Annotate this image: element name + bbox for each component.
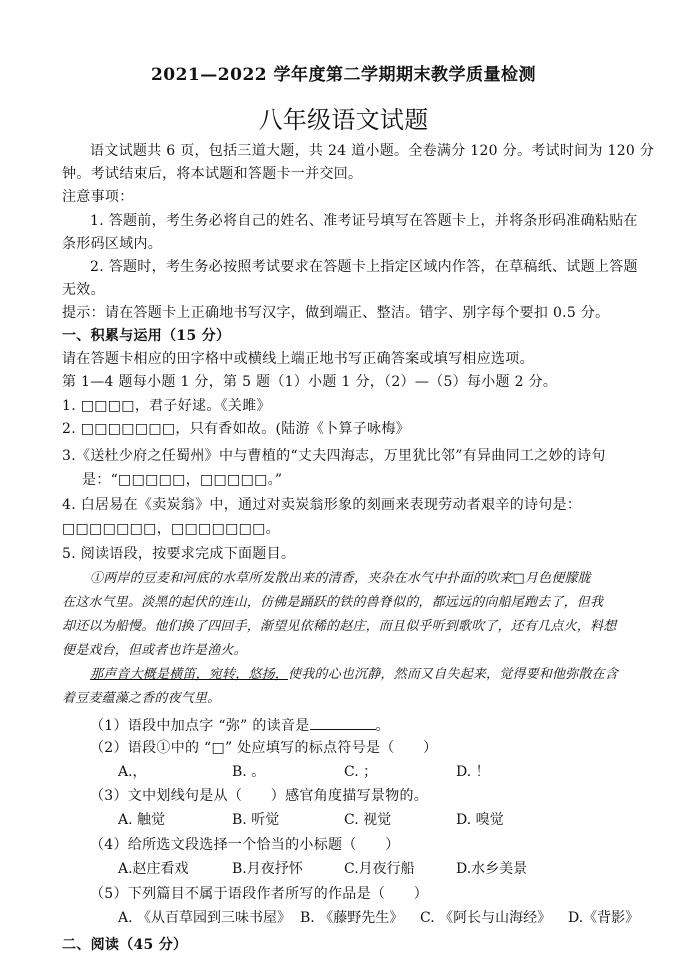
note-1: 1. 答题前，考生务必将自己的姓名、准考证号填写在答题卡上，并将条形码准确粘贴在 xyxy=(90,213,638,229)
passage-line: 便是戏台，但或者也许是渔火。 xyxy=(62,643,247,658)
question-3: 3.《送杜少府之任蜀州》中与曹植的“丈夫四海志，万里犹比邻”有异曲同工之妙的诗句 xyxy=(62,448,606,464)
option-b: B.月夜抒怀 xyxy=(232,861,303,877)
option-b: B. 。 xyxy=(232,764,266,780)
passage-line xyxy=(90,666,618,684)
underlined-sentence: 那声音大概是横笛，宛转，悠扬， xyxy=(90,667,289,682)
tip-line: 提示：请在答题卡上正确地书写汉字，做到端正、整洁。错字、别字每个要扣 0.5 分。 xyxy=(62,305,610,321)
answer-blank xyxy=(310,715,376,730)
sub-question-3: （3）文中划线句是从（ ）感官角度描写景物的。 xyxy=(90,788,429,804)
passage-line: 在这水气里。淡黑的起伏的连山，仿佛是踊跃的铁的兽脊似的，都远远的向船尾跑去了，但我 xyxy=(62,595,604,610)
note-1-cont: 条形码区域内。 xyxy=(62,236,163,252)
passage-line: 着豆麦蕴藻之香的夜气里。 xyxy=(62,691,221,706)
passage-line: ①两岸的豆麦和河底的水草所发散出来的清香，夹杂在水气中扑面的吹来□月色便朦胧 xyxy=(90,571,591,586)
intro-line: 语文试题共 6 页，包括三道大题，共 24 道小题。全卷满分 120 分。考试时间为 120 分 xyxy=(90,143,655,159)
question-4-answer: □□□□□□□，□□□□□□□。 xyxy=(62,521,280,537)
option-a: A.， xyxy=(118,764,147,780)
question-3-answer: 是：“□□□□□，□□□□□。” xyxy=(82,472,283,488)
sub-question-2: （2）语段①中的 “□” 处应填写的标点符号是（ ） xyxy=(90,740,438,756)
option-d: D. ！ xyxy=(456,764,490,780)
option-b: B. 听觉 xyxy=(232,812,280,828)
option-d: D.水乡美景 xyxy=(456,861,528,877)
passage-text: 使我的心也沉静，然而又自失起来，觉得要和他弥散在含 xyxy=(288,667,619,682)
question-5: 5. 阅读语段，按要求完成下面题目。 xyxy=(62,546,296,562)
paper-title: 八年级语文试题 xyxy=(258,106,429,134)
exam-title: 2021—2022 学年度第二学期期末教学质量检测 xyxy=(150,65,537,85)
question-1: 1. □□□□，君子好逑。《关雎》 xyxy=(62,398,271,414)
option-c: C. 视觉 xyxy=(344,812,392,828)
notes-label: 注意事项： xyxy=(62,189,134,205)
sub-question-5: （5）下列篇目不属于语段作者所写的作品是（ ） xyxy=(90,886,429,902)
passage-line: 却还以为船慢。他们换了四回手，渐望见依稀的赵庄，而且似乎听到歌吹了，还有几点火，料想 xyxy=(62,619,617,634)
intro-line: 钟。考试结束后，将本试题和答题卡一并交回。 xyxy=(62,166,363,182)
section-2-heading: 二、阅读（45 分） xyxy=(62,937,188,953)
note-2: 2. 答题时，考生务必按照考试要求在答题卡上指定区域内作答，在草稿纸、试题上答题 xyxy=(90,259,638,275)
option-d: D. 嗅觉 xyxy=(456,812,504,828)
section-1-instruction: 请在答题卡相应的田字格中或横线上端正地书写正确答案或填写相应选项。 xyxy=(62,351,534,367)
option-a: A. 触觉 xyxy=(118,812,166,828)
note-2-cont: 无效。 xyxy=(62,282,105,298)
option-d: D.《背影》 xyxy=(568,910,640,926)
option-b: B. 《藤野先生》 xyxy=(300,910,404,926)
question-4: 4. 白居易在《卖炭翁》中，通过对卖炭翁形象的刻画来表现劳动者艰辛的诗句是： xyxy=(62,497,582,513)
sub-question-4: （4）给所选文段选择一个恰当的小标题（ ） xyxy=(90,837,400,853)
option-c: C. 《阿长与山海经》 xyxy=(420,910,552,926)
sub-question-1: （1）语段中加点字 “弥” 的读音是 。 xyxy=(90,715,390,735)
section-1-heading: 一、积累与运用（15 分） xyxy=(62,328,231,344)
option-a: A.赵庄看戏 xyxy=(118,861,189,877)
question-2: 2. □□□□□□□，只有香如故。(陆游《卜算子咏梅》 xyxy=(62,421,410,437)
option-c: C.月夜行船 xyxy=(344,861,415,877)
option-a: A. 《从百草园到三味书屋》 xyxy=(118,910,292,926)
option-c: C. ； xyxy=(344,764,378,780)
section-1-scoring: 第 1—4 题每小题 1 分，第 5 题（1）小题 1 分，（2）—（5）每小题 2 分。 xyxy=(62,374,558,390)
